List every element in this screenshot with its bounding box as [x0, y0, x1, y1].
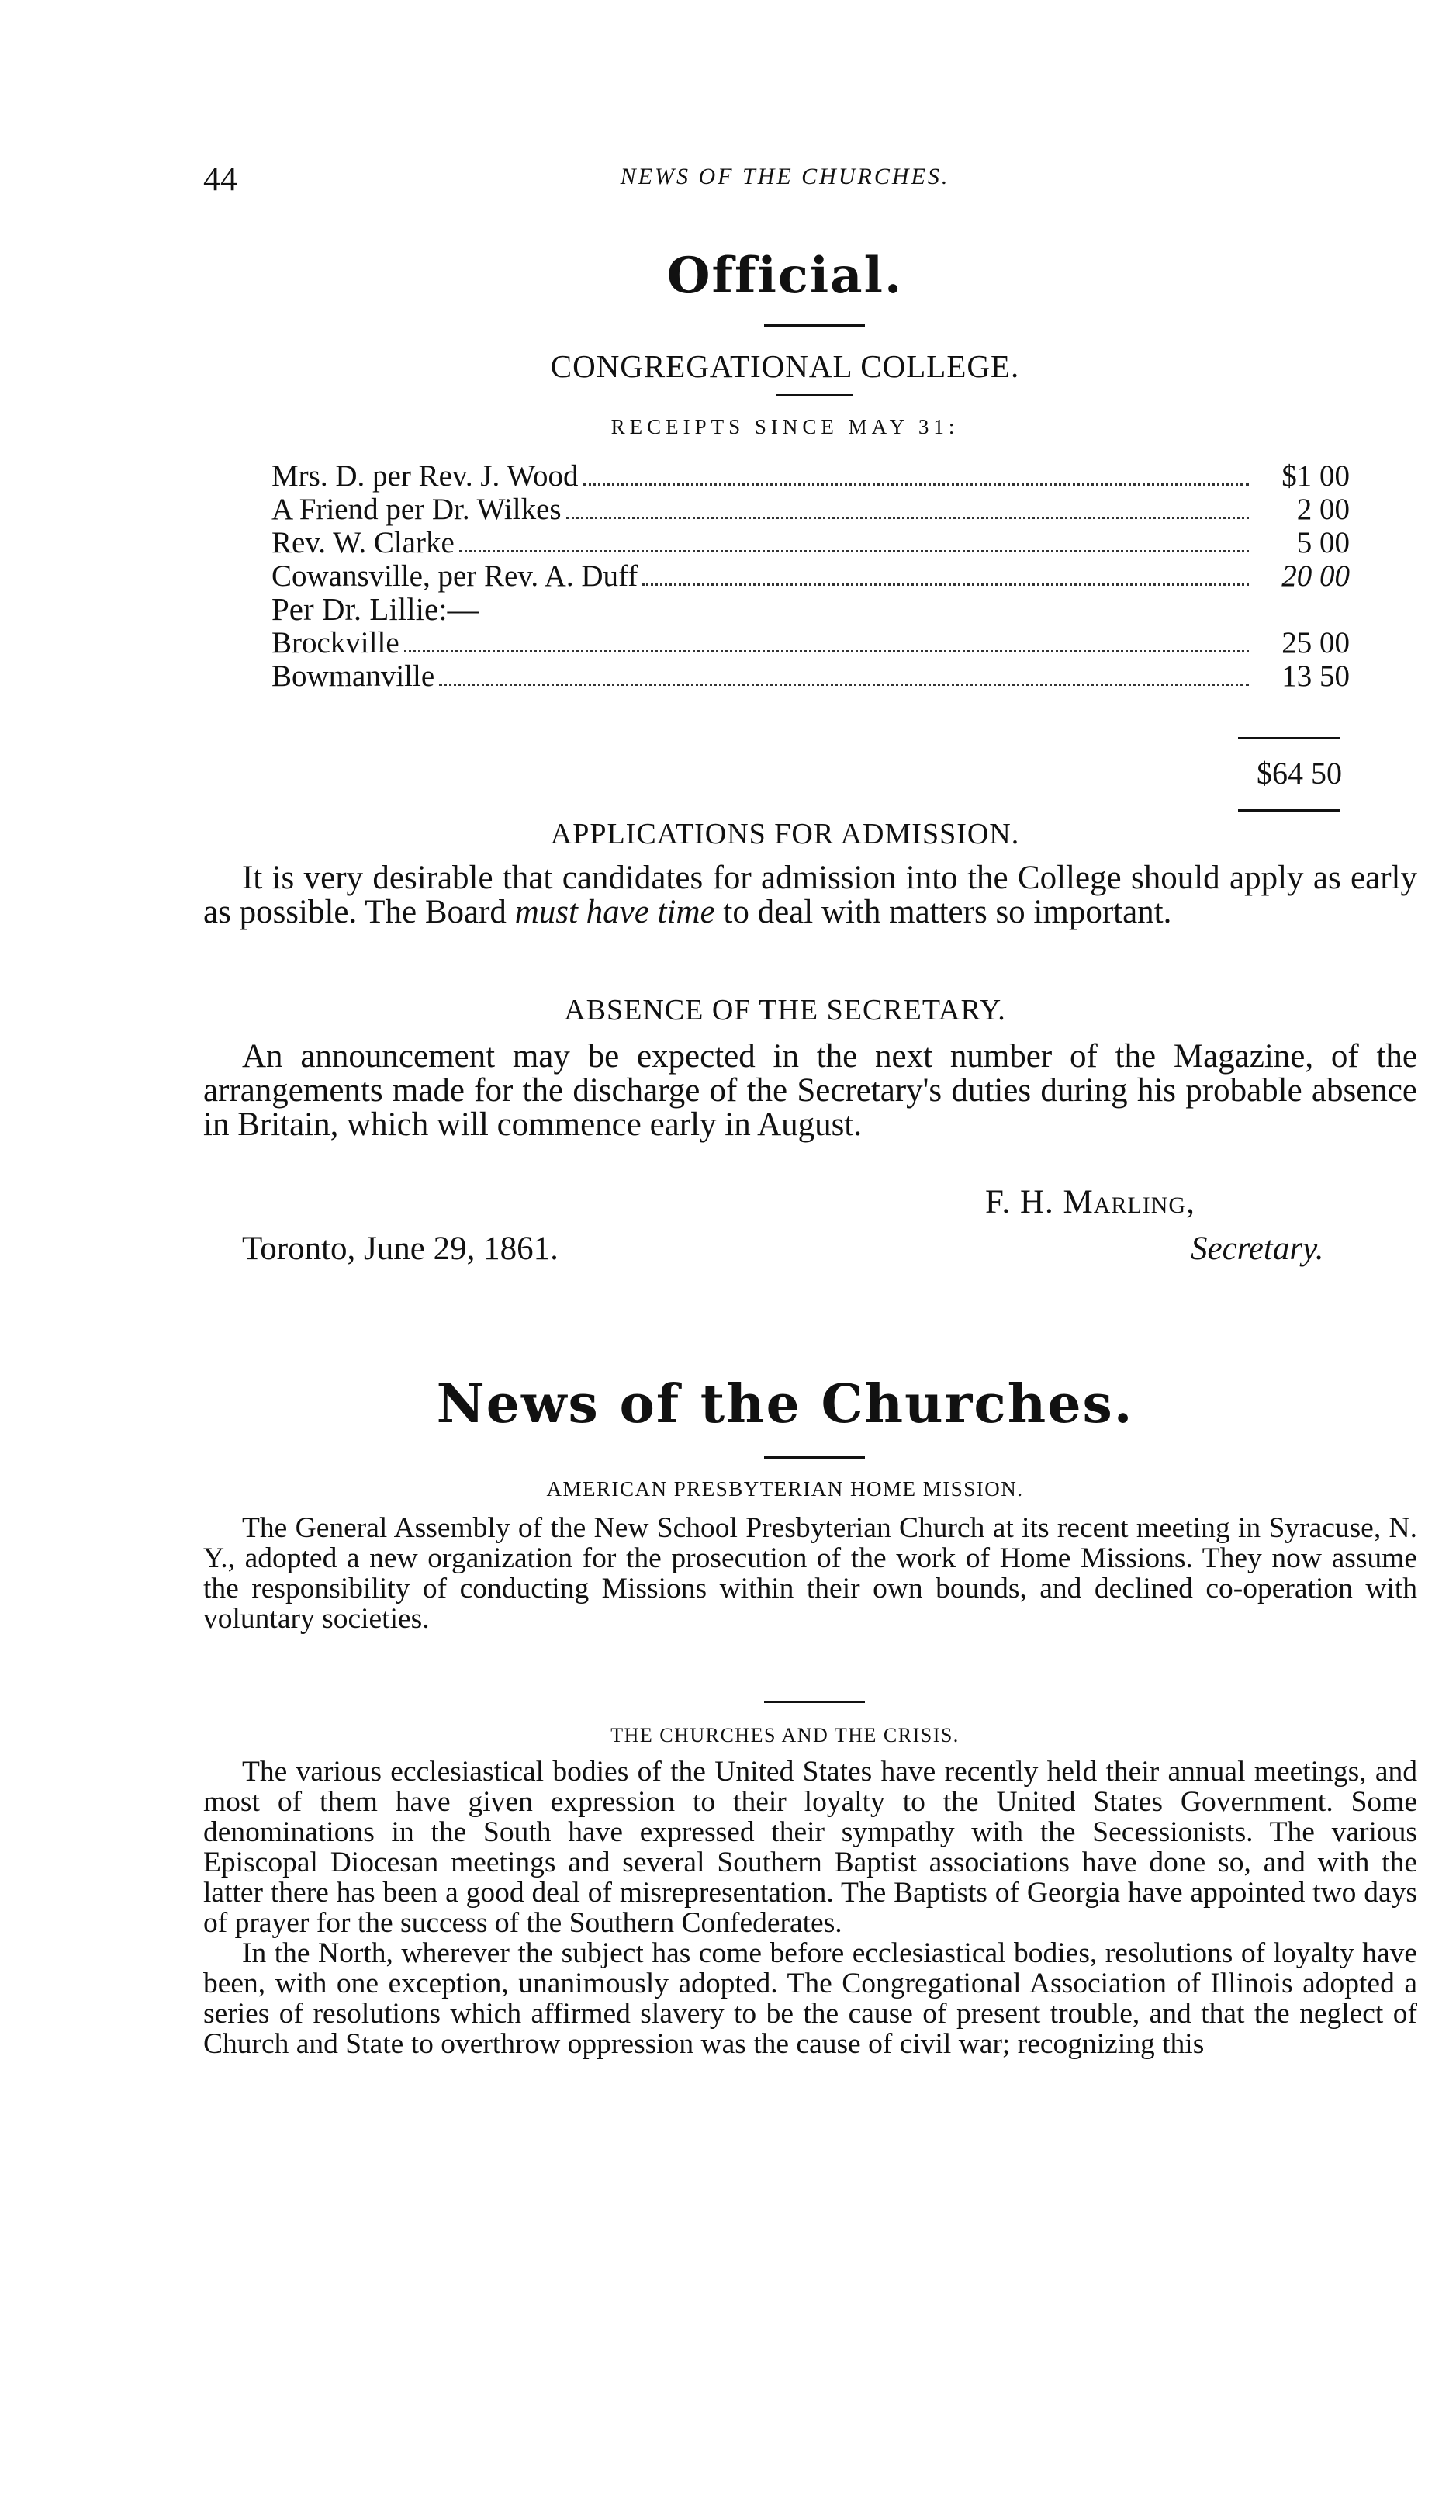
- receipts-total: $64 50: [1257, 756, 1342, 791]
- article-2-body: [203, 1757, 1417, 2059]
- absence-heading: ABSENCE OF THE SECRETARY.: [564, 994, 1006, 1026]
- leader-dots: [404, 650, 1249, 652]
- applications-emphasis: must have time: [514, 894, 715, 930]
- receipt-name: Brockville: [271, 626, 399, 659]
- running-head: [203, 159, 1367, 206]
- receipt-name: Cowansville, per Rev. A. Duff: [271, 559, 638, 593]
- receipt-amount: 2 00: [1296, 493, 1350, 526]
- article-2-paragraph-2: In the North, wherever the subject has come before ecclesiastical bodies, resolutions of loyalty have been, with one exception, unanimously adopted. The Congregational Association of Illinois adopted a series of resolutions which affirmed slavery to be the cause of present trouble, and that the neglect of Church and State to overthrow oppression was the cause of civil war; recognizing this: [203, 1937, 1417, 2060]
- article-2-title: THE CHURCHES AND THE CRISIS.: [610, 1724, 960, 1746]
- receipt-group-label-row: [271, 593, 1350, 626]
- receipt-row: [271, 493, 1350, 526]
- signature-place-date: Toronto, June 29, 1861.: [242, 1231, 559, 1267]
- leader-dots: [439, 684, 1249, 686]
- receipts-heading: RECEIPTS SINCE MAY 31:: [610, 415, 960, 438]
- leader-dots: [583, 483, 1249, 486]
- applications-text: to deal with matters so important.: [714, 894, 1172, 930]
- applications-heading: APPLICATIONS FOR ADMISSION.: [550, 818, 1020, 850]
- receipt-row: [271, 659, 1350, 693]
- absence-text: An announcement may be expected in the next number of the Magazine, of the arrangements made for the discharge of the Secretary's duties during his probable absence in Britain, which will commence early in August.: [203, 1038, 1417, 1143]
- article-1-title: AMERICAN PRESBYTERIAN HOME MISSION.: [546, 1477, 1024, 1501]
- college-title: CONGREGATIONAL COLLEGE.: [550, 348, 1020, 384]
- receipt-name: Rev. W. Clarke: [271, 526, 455, 559]
- receipt-group-label: Per Dr. Lillie:—: [271, 591, 479, 627]
- receipt-amount: 20 00: [1281, 559, 1350, 593]
- receipt-row: [271, 526, 1350, 559]
- receipt-amount: $1 00: [1281, 459, 1350, 493]
- receipt-name: Mrs. D. per Rev. J. Wood: [271, 459, 579, 493]
- article-2-paragraph-1: The various ecclesiastical bodies of the United States have recently held their annual meetings, and most of them have given expression to their loyalty to the United States Government. Some denominations in the South have expressed their sympathy with the Secessionists. The various Episcopal Diocesan meetings and several Southern Baptist associations have done so, and with the latter there has been a good deal of misrepresentation. The Baptists of Georgia have appointed two days of prayer for the success of the Southern Confederates.: [203, 1756, 1417, 1939]
- receipt-row: [271, 459, 1350, 493]
- receipt-row: [271, 626, 1350, 659]
- leader-dots: [642, 583, 1249, 586]
- article-1-text: The General Assembly of the New School Presbyterian Church at its recent meeting in Syracuse, N. Y., adopted a new organization for the prosecution of the work of Home Missions. They now assume the responsibility of conducting Missions within their own bounds, and declined co-operation with voluntary societies.: [203, 1512, 1417, 1635]
- absence-paragraph: [203, 1040, 1417, 1142]
- divider-rule: [764, 324, 865, 327]
- divider-rule: [764, 1701, 865, 1703]
- divider-rule: [776, 394, 853, 396]
- receipt-amount: 5 00: [1296, 526, 1350, 559]
- signature-role: Secretary.: [1191, 1231, 1324, 1267]
- leader-dots: [566, 517, 1249, 519]
- leader-dots: [459, 550, 1249, 552]
- applications-paragraph: [203, 861, 1417, 929]
- divider-rule: [764, 1456, 865, 1459]
- receipt-row: [271, 559, 1350, 593]
- running-head-title: NEWS OF THE CHURCHES.: [620, 164, 950, 189]
- page-number: 44: [203, 160, 237, 198]
- signature-name: F. H. Marling,: [985, 1184, 1195, 1220]
- article-1-paragraph: [203, 1513, 1417, 1634]
- news-heading: News of the Churches.: [436, 1373, 1134, 1435]
- receipt-amount: 13 50: [1281, 659, 1350, 693]
- official-heading: Official.: [666, 247, 904, 305]
- applications-text: It is very desirable that candidates for admission into the College should apply as early as possible. The Board: [203, 860, 1417, 930]
- receipt-name: A Friend per Dr. Wilkes: [271, 493, 562, 526]
- sum-rule: [1238, 809, 1340, 812]
- sum-rule: [1238, 737, 1340, 739]
- receipt-name: Bowmanville: [271, 659, 435, 693]
- receipt-amount: 25 00: [1281, 626, 1350, 659]
- receipts-list: [271, 459, 1350, 693]
